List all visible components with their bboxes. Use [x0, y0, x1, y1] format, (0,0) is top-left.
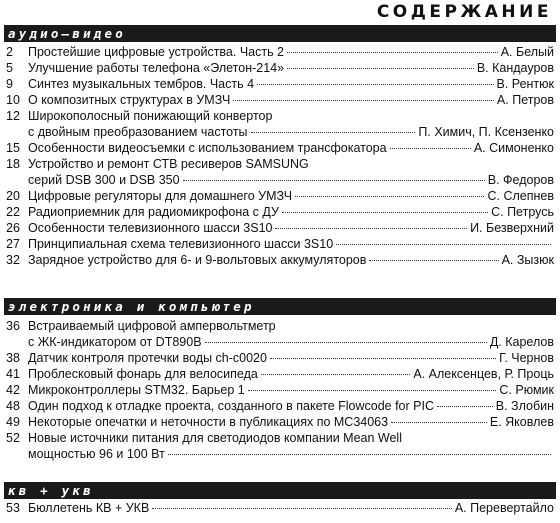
page-number: 26	[6, 221, 20, 235]
page-title: СОДЕРЖАНИЕ	[376, 2, 552, 22]
entry-line	[28, 334, 554, 350]
dot-leader	[183, 180, 485, 181]
entry-text	[28, 414, 554, 430]
article-title: Улучшение работы телефона «Элетон-214»	[28, 61, 285, 75]
entry-text	[28, 156, 554, 188]
author-name: А. Зызюк	[501, 253, 554, 267]
entry-text	[28, 188, 554, 204]
toc-entry	[6, 252, 554, 268]
page-number: 49	[6, 415, 20, 429]
author-name: С. Рюмик	[499, 383, 554, 397]
toc-entry	[6, 398, 554, 414]
author-name: В. Рентюк	[496, 77, 554, 91]
page-number: 42	[6, 383, 20, 397]
author-name: С. Петрусь	[491, 205, 554, 219]
article-title: Широкополосный понижающий конвертор	[28, 109, 273, 123]
entry-text	[28, 108, 554, 140]
dot-leader	[251, 132, 416, 133]
article-title: Встраиваемый цифровой ампервольтметр	[28, 319, 276, 333]
author-name: А. Перевертайло	[454, 501, 554, 515]
entry-line	[28, 108, 554, 124]
article-title: Зарядное устройство для 6- и 9-вольтовых аккумуляторов	[28, 253, 367, 267]
page-number: 41	[6, 367, 20, 381]
article-title: Бюллетень КВ + УКВ	[28, 501, 150, 515]
dot-leader	[295, 196, 484, 197]
page-number: 18	[6, 157, 20, 171]
author-name: В. Злобин	[495, 399, 554, 413]
article-title: Простейшие цифровые устройства. Часть 2	[28, 45, 285, 59]
entry-line	[28, 366, 554, 382]
dot-leader	[369, 260, 498, 261]
section-header-electronics: электроника и компьютер	[4, 298, 556, 315]
toc-entry	[6, 220, 554, 236]
page-number: 15	[6, 141, 20, 155]
entry-text	[28, 500, 554, 516]
dot-leader	[205, 342, 487, 343]
entry-text	[28, 60, 554, 76]
dot-leader	[437, 406, 493, 407]
dot-leader	[282, 212, 488, 213]
section-header-hf-vhf: кв + укв	[4, 482, 556, 499]
entry-text	[28, 318, 554, 350]
article-title: Особенности видеосъемки с использованием трансфокатора	[28, 141, 387, 155]
toc-entry	[6, 44, 554, 60]
entry-text	[28, 204, 554, 220]
page-number: 27	[6, 237, 20, 251]
entry-line	[28, 446, 554, 462]
entry-text	[28, 382, 554, 398]
section-header-audio-video: аудио–видео	[4, 25, 556, 42]
page-number: 22	[6, 205, 20, 219]
entry-text	[28, 220, 554, 236]
toc-entry	[6, 414, 554, 430]
section-list-hf-vhf	[6, 500, 554, 516]
entry-line	[28, 204, 554, 220]
entry-line	[28, 92, 554, 108]
toc-entry	[6, 366, 554, 382]
article-title: с двойным преобразованием частоты	[28, 125, 248, 139]
entry-line	[28, 430, 554, 446]
entry-line	[28, 188, 554, 204]
entry-line	[28, 44, 554, 60]
entry-text	[28, 252, 554, 268]
entry-text	[28, 92, 554, 108]
article-title: Устройство и ремонт СТВ ресиверов SAMSUNG	[28, 157, 309, 171]
page-number: 5	[6, 61, 13, 75]
author-name: А. Симоненко	[473, 141, 554, 155]
dot-leader	[287, 68, 474, 69]
page-number: 20	[6, 189, 20, 203]
toc-entry	[6, 92, 554, 108]
toc-entry	[6, 140, 554, 156]
toc-entry	[6, 156, 554, 188]
article-title: серий DSB 300 и DSB 350	[28, 173, 180, 187]
author-name: В. Федоров	[487, 173, 554, 187]
author-name: Е. Яковлев	[489, 415, 554, 429]
author-name: В. Кандауров	[476, 61, 554, 75]
entry-text	[28, 366, 554, 382]
entry-text	[28, 44, 554, 60]
author-name: А. Алексенцев, Р. Проць	[413, 367, 554, 381]
page-number: 52	[6, 431, 20, 445]
page-number: 38	[6, 351, 20, 365]
entry-text	[28, 76, 554, 92]
section-list-electronics	[6, 318, 554, 462]
entry-line	[28, 318, 554, 334]
author-name: А. Белый	[500, 45, 554, 59]
page-number: 36	[6, 319, 20, 333]
entry-line	[28, 382, 554, 398]
entry-line	[28, 60, 554, 76]
page-number: 2	[6, 45, 13, 59]
dot-leader	[248, 390, 497, 391]
article-title: Новые источники питания для светодиодов компании Mean Well	[28, 431, 402, 445]
toc-entry	[6, 204, 554, 220]
toc-entry	[6, 188, 554, 204]
dot-leader	[233, 100, 494, 101]
author-name: А. Петров	[496, 93, 554, 107]
author-name: И. Безверхний	[470, 221, 554, 235]
page-number: 10	[6, 93, 20, 107]
article-title: мощностью 96 и 100 Вт	[28, 447, 165, 461]
toc-entry	[6, 430, 554, 462]
entry-text	[28, 140, 554, 156]
entry-line	[28, 398, 554, 414]
page-number: 12	[6, 109, 20, 123]
article-title: Цифровые регуляторы для домашнего УМЗЧ	[28, 189, 293, 203]
entry-line	[28, 140, 554, 156]
entry-line	[28, 414, 554, 430]
entry-line	[28, 220, 554, 236]
entry-line	[28, 350, 554, 366]
toc-entry	[6, 76, 554, 92]
entry-text	[28, 236, 554, 252]
toc-entry	[6, 236, 554, 252]
dot-leader	[152, 508, 452, 509]
entry-line	[28, 500, 554, 516]
toc-entry	[6, 60, 554, 76]
entry-line	[28, 252, 554, 268]
entry-line	[28, 156, 554, 172]
article-title: Датчик контроля протечки воды ch-c0020	[28, 351, 267, 365]
entry-text	[28, 430, 554, 462]
article-title: Особенности телевизионного шасси 3S10	[28, 221, 273, 235]
article-title: Микроконтроллеры STM32. Барьер 1	[28, 383, 245, 397]
article-title: Принципиальная схема телевизионного шасси 3S10	[28, 237, 334, 251]
dot-leader	[390, 148, 471, 149]
toc-entry	[6, 350, 554, 366]
entry-line	[28, 76, 554, 92]
article-title: Один подход к отладке проекта, созданного в пакете Flowcode for PIC	[28, 399, 434, 413]
article-title: Радиоприемник для радиомикрофона с ДУ	[28, 205, 279, 219]
author-name: Г. Чернов	[499, 351, 554, 365]
entry-line	[28, 172, 554, 188]
author-name: Д. Карелов	[489, 335, 554, 349]
page-number: 9	[6, 77, 13, 91]
entry-line	[28, 124, 554, 140]
author-name: С. Слепнев	[487, 189, 554, 203]
dot-leader	[270, 358, 496, 359]
article-title: О композитных структурах в УМЗЧ	[28, 93, 231, 107]
entry-text	[28, 398, 554, 414]
page-number: 48	[6, 399, 20, 413]
toc-entry	[6, 108, 554, 140]
section-list-audio-video	[6, 44, 554, 268]
dot-leader	[275, 228, 467, 229]
entry-line	[28, 236, 554, 252]
dot-leader	[168, 454, 551, 455]
article-title: с ЖК-индикатором от DT890B	[28, 335, 202, 349]
toc-entry	[6, 500, 554, 516]
entry-text	[28, 350, 554, 366]
article-title: Синтез музыкальных тембров. Часть 4	[28, 77, 255, 91]
page-number: 53	[6, 501, 20, 515]
toc-entry	[6, 318, 554, 350]
dot-leader	[336, 244, 551, 245]
dot-leader	[261, 374, 411, 375]
dot-leader	[257, 84, 493, 85]
article-title: Проблесковый фонарь для велосипеда	[28, 367, 258, 381]
author-name: П. Химич, П. Ксензенко	[418, 125, 554, 139]
dot-leader	[287, 52, 498, 53]
article-title: Некоторые опечатки и неточности в публикациях по MC34063	[28, 415, 389, 429]
toc-entry	[6, 382, 554, 398]
page-number: 32	[6, 253, 20, 267]
dot-leader	[391, 422, 487, 423]
